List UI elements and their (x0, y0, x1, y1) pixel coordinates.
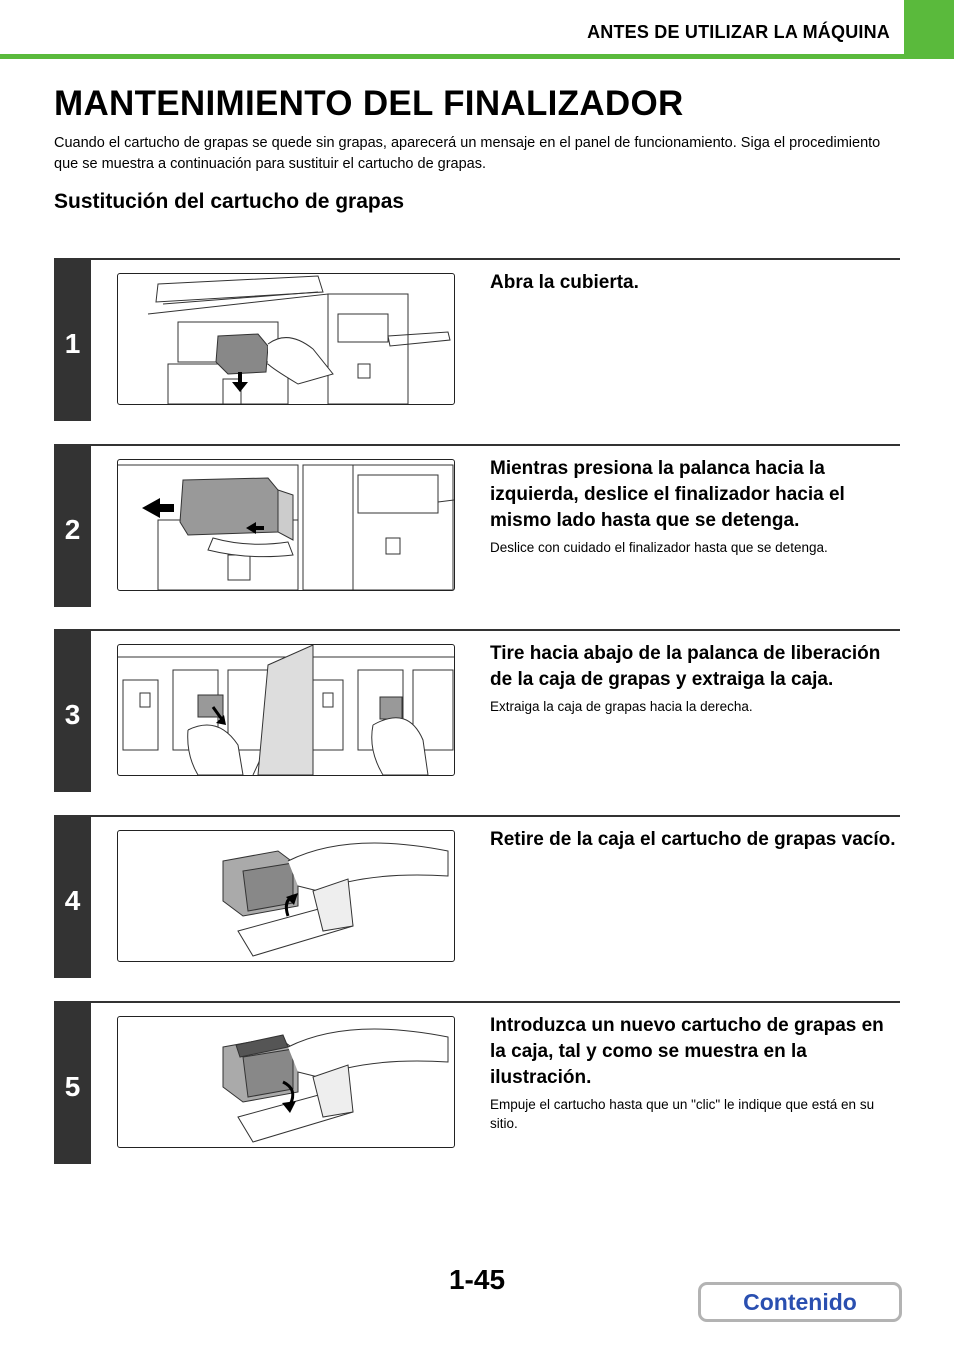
step-rule (54, 629, 900, 631)
step-4-illustration (117, 830, 455, 962)
step-5 (54, 1001, 900, 1164)
step-bar (54, 444, 91, 607)
page-number: 1-45 (448, 1264, 506, 1295)
step-number: 4 (64, 885, 81, 916)
step-2-illustration (117, 459, 455, 591)
step-rule (54, 815, 900, 817)
step-bar (54, 629, 91, 792)
section-title: Sustitución del cartucho de grapas (54, 190, 405, 213)
step-4 (54, 815, 900, 978)
page-title: MANTENIMIENTO DEL FINALIZADOR (54, 84, 684, 123)
header-tab (904, 0, 954, 54)
step-3 (54, 629, 900, 792)
step-bar (54, 258, 91, 421)
step-number: 1 (64, 328, 81, 359)
step-number: 3 (64, 699, 81, 730)
step-number: 5 (64, 1071, 81, 1102)
step-title: Abra la cubierta. (490, 272, 639, 293)
remove-empty-cartridge-illustration (118, 831, 454, 961)
chapter-header: ANTES DE UTILIZAR LA MÁQUINA (587, 22, 890, 42)
step-note: Empuje el cartucho hasta que un "clic" le indique que está en su sitio. (490, 1097, 875, 1131)
remove-staple-box-illustration (118, 645, 454, 775)
step-5-illustration (117, 1016, 455, 1148)
step-1 (54, 258, 900, 421)
step-2 (54, 444, 900, 607)
slide-finisher-illustration (118, 460, 454, 590)
intro-paragraph: Cuando el cartucho de grapas se quede sin grapas, aparecerá un mensaje en el panel de funcionamiento. Siga el procedimiento que se muestra a continuación para sustituir el cartucho de grapas. (54, 135, 881, 172)
step-rule (54, 444, 900, 446)
step-note: Extraiga la caja de grapas hacia la derecha. (490, 699, 753, 714)
step-rule (54, 1001, 900, 1003)
step-bar (54, 815, 91, 978)
contents-button[interactable]: Contenido (698, 1282, 902, 1322)
step-note: Deslice con cuidado el finalizador hasta que se detenga. (490, 540, 828, 555)
header-rule (0, 54, 954, 59)
step-1-illustration (117, 273, 455, 405)
step-title: Retire de la caja el cartucho de grapas vacío. (490, 829, 896, 850)
step-number: 2 (64, 514, 81, 545)
insert-new-cartridge-illustration (118, 1017, 454, 1147)
step-title: Tire hacia abajo de la palanca de liberación de la caja de grapas y extraiga la caja. (490, 643, 881, 690)
open-cover-illustration (118, 274, 454, 404)
step-title: Mientras presiona la palanca hacia la izquierda, deslice el finalizador hacia el mismo lado hasta que se detenga. (490, 458, 845, 531)
step-bar (54, 1001, 91, 1164)
step-title: Introduzca un nuevo cartucho de grapas en la caja, tal y como se muestra en la ilustración. (490, 1015, 884, 1088)
step-3-illustration (117, 644, 455, 776)
step-rule (54, 258, 900, 260)
